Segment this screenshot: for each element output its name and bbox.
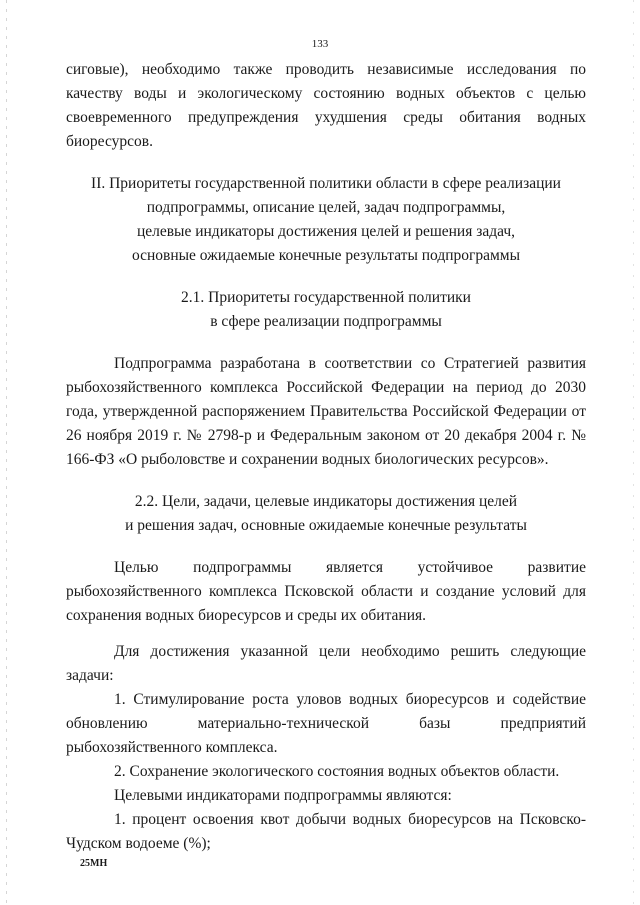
subsection-2-1-title bbox=[66, 286, 586, 334]
document-body bbox=[66, 58, 586, 856]
scan-edge-right bbox=[633, 0, 634, 905]
footer-code: 25МН bbox=[80, 858, 108, 869]
paragraph-tasks-intro: Для достижения указанной цели необходимо решить следующие задачи: bbox=[66, 643, 586, 684]
section-title-line-3: целевые индикаторы достижения целей и решения задач, bbox=[136, 223, 516, 240]
scan-edge-left bbox=[6, 0, 7, 905]
section-title-line-4: основные ожидаемые конечные результаты подпрограммы bbox=[131, 247, 521, 264]
page-number: 133 bbox=[311, 38, 329, 50]
section-title-line-2: подпрограммы, описание целей, задач подпрограммы, bbox=[146, 199, 506, 216]
task-1: 1. Стимулирование роста уловов водных биоресурсов и содействие обновлению материально-технической базы предприятий рыбохозяйственного комплекса. bbox=[66, 691, 586, 756]
section-title-line-1: II. Приоритеты государственной политики области в сфере реализации bbox=[91, 175, 561, 192]
section-title bbox=[66, 172, 586, 268]
paragraph-2-1: Подпрограмма разработана в соответствии со Стратегией развития рыбохозяйственного комплекса Российской Федерации на период до 2030 года, утвержденной распоряжением Правительства Российской Федерации от 26 ноября 2019 г. № 2798-р и Федеральным законом от 20 декабря 2004 г. № 166-ФЗ «О рыболовстве и сохранении водных биологических ресурсов». bbox=[66, 355, 586, 468]
indicators-intro: Целевыми индикаторами подпрограммы являются: bbox=[114, 787, 452, 804]
subsection-2-1-line-2: в сфере реализации подпрограммы bbox=[210, 313, 442, 330]
task-2: 2. Сохранение экологического состояния водных объектов области. bbox=[114, 763, 560, 780]
subsection-2-2-line-1: 2.2. Цели, задачи, целевые индикаторы достижения целей bbox=[134, 493, 518, 510]
paragraph-goal: Целью подпрограммы является устойчивое развитие рыбохозяйственного комплекса Псковской области и создание условий для сохранения водных биоресурсов и среды их обитания. bbox=[66, 559, 586, 624]
subsection-2-2-title bbox=[66, 490, 586, 538]
subsection-2-1-line-1: 2.1. Приоритеты государственной политики bbox=[181, 289, 471, 306]
paragraph-top: сиговые), необходимо также проводить независимые исследования по качеству воды и экологическому состоянию водных объектов с целью своевременного предупреждения ухудшения среды обитания водных биоресурсов. bbox=[66, 61, 586, 150]
subsection-2-2-line-2: и решения задач, основные ожидаемые конечные результаты bbox=[125, 517, 527, 534]
indicator-1: 1. процент освоения квот добычи водных биоресурсов на Псковско-Чудском водоеме (%); bbox=[66, 811, 586, 852]
